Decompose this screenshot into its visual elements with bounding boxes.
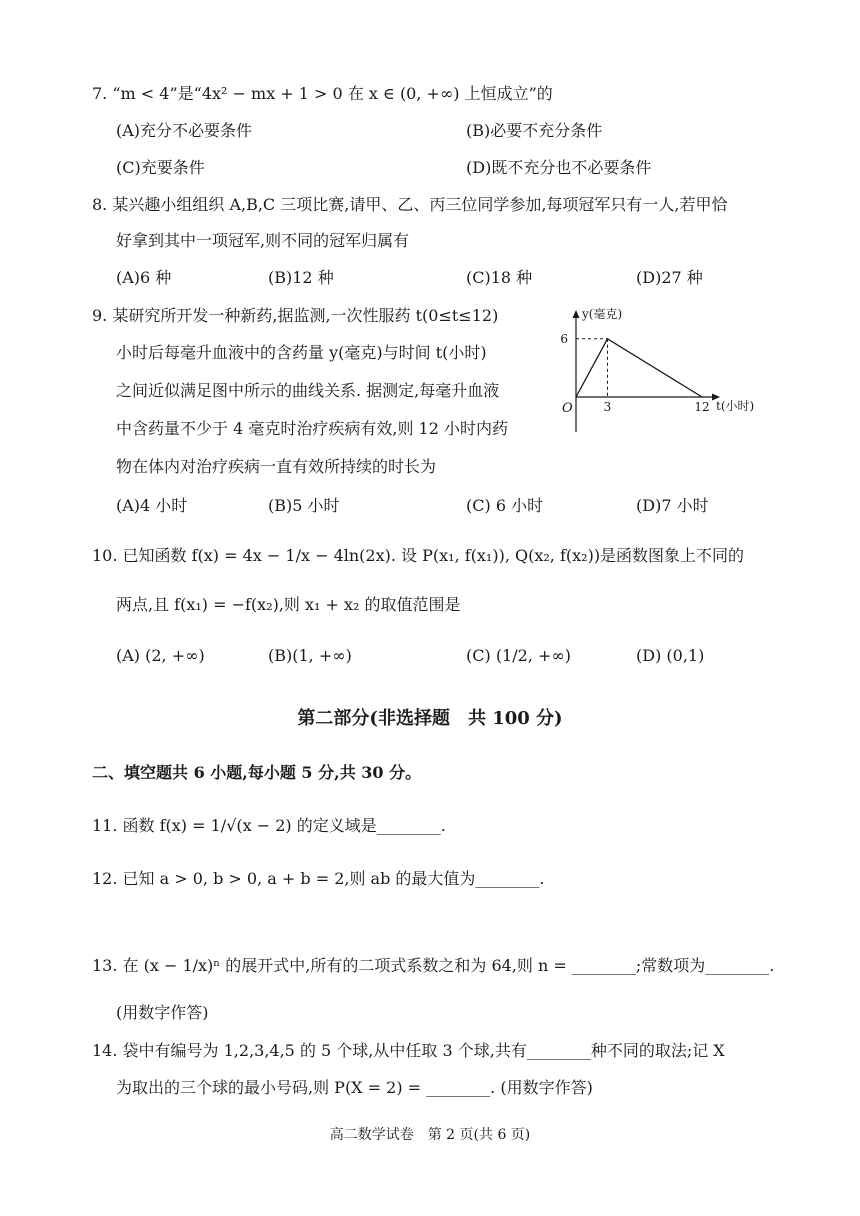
- q10-stem-line1: 10. 已知函数 f(x) = 4x − 1/x − 4ln(2x). 设 P(x₁, f(x₁)), Q(x₂, f(x₂))是函数图象上不同的: [92, 546, 745, 565]
- q10-option-c: (C) (1/2, +∞): [466, 646, 571, 665]
- q9-option-c: (C) 6 小时: [466, 496, 544, 515]
- q14-line2: 为取出的三个球的最小号码,则 P(X = 2) = ________. (用数字作答): [116, 1078, 593, 1097]
- q9-stem-line1: 9. 某研究所开发一种新药,据监测,一次性服药 t(0≤t≤12): [92, 306, 499, 325]
- y-axis-arrow: [573, 310, 580, 318]
- q10-stem-line2: 两点,且 f(x₁) = −f(x₂),则 x₁ + x₂ 的取值范围是: [116, 595, 461, 614]
- q7-option-b: (B)必要不充分条件: [466, 121, 603, 140]
- part2-title: 第二部分(非选择题 共 100 分): [297, 708, 563, 729]
- fill-blank-section-header: 二、填空题共 6 小题,每小题 5 分,共 30 分。: [92, 763, 422, 782]
- q8-option-b: (B)12 种: [268, 268, 334, 287]
- x-axis-label: t(小时): [716, 399, 755, 413]
- q11: 11. 函数 f(x) = 1/√(x − 2) 的定义域是________.: [92, 816, 446, 835]
- q9-option-b: (B)5 小时: [268, 496, 340, 515]
- q9-option-a: (A)4 小时: [116, 496, 188, 515]
- q8-option-d: (D)27 种: [636, 268, 703, 287]
- q12: 12. 已知 a > 0, b > 0, a + b = 2,则 ab 的最大值为________.: [92, 869, 545, 888]
- x-tick-label-3: 3: [603, 400, 612, 414]
- q9-stem-line2: 小时后每毫升血液中的含药量 y(毫克)与时间 t(小时): [116, 343, 487, 362]
- q10-option-a: (A) (2, +∞): [116, 646, 205, 665]
- q9-stem-line3: 之间近似满足图中所示的曲线关系. 据测定,每毫升血液: [116, 381, 500, 400]
- y-tick-label-6: 6: [560, 331, 568, 346]
- x-tick-label-12: 12: [694, 400, 710, 414]
- q8-stem-line2: 好拿到其中一项冠军,则不同的冠军归属有: [116, 231, 410, 250]
- series-line: [576, 339, 702, 397]
- q14-line1: 14. 袋中有编号为 1,2,3,4,5 的 5 个球,从中任取 3 个球,共有________种不同的取法;记 X: [92, 1041, 725, 1060]
- drug-concentration-line: [576, 339, 702, 397]
- q9-drug-graph: [548, 302, 778, 442]
- page-footer: 高二数学试卷 第 2 页(共 6 页): [329, 1127, 531, 1143]
- q9-stem-line4: 中含药量不少于 4 毫克时治疗疾病有效,则 12 小时内药: [116, 419, 508, 438]
- q10-option-b: (B)(1, +∞): [268, 646, 352, 665]
- q8-stem-line1: 8. 某兴趣小组组织 A,B,C 三项比赛,请甲、乙、丙三位同学参加,每项冠军只有一人,若甲恰: [92, 195, 728, 214]
- q10-option-d: (D) (0,1): [636, 646, 705, 665]
- q7-option-d: (D)既不充分也不必要条件: [466, 158, 652, 177]
- q9-stem-line5: 物在体内对治疗疾病一直有效所持续的时长为: [116, 457, 437, 476]
- q8-option-c: (C)18 种: [466, 268, 533, 287]
- origin-label: O: [562, 401, 573, 416]
- q8-option-a: (A)6 种: [116, 268, 172, 287]
- y-axis-label: y(毫克): [582, 307, 623, 321]
- q9-option-d: (D)7 小时: [636, 496, 709, 515]
- q13-line1: 13. 在 (x − 1/x)ⁿ 的展开式中,所有的二项式系数之和为 64,则 n = ________;常数项为________.: [92, 956, 775, 975]
- q7-option-c: (C)充要条件: [116, 158, 205, 177]
- q7-stem: 7. “m < 4”是“4x² − mx + 1 > 0 在 x ∈ (0, +∞) 上恒成立”的: [92, 84, 553, 103]
- q13-line2: (用数字作答): [116, 1003, 209, 1022]
- q7-option-a: (A)充分不必要条件: [116, 121, 253, 140]
